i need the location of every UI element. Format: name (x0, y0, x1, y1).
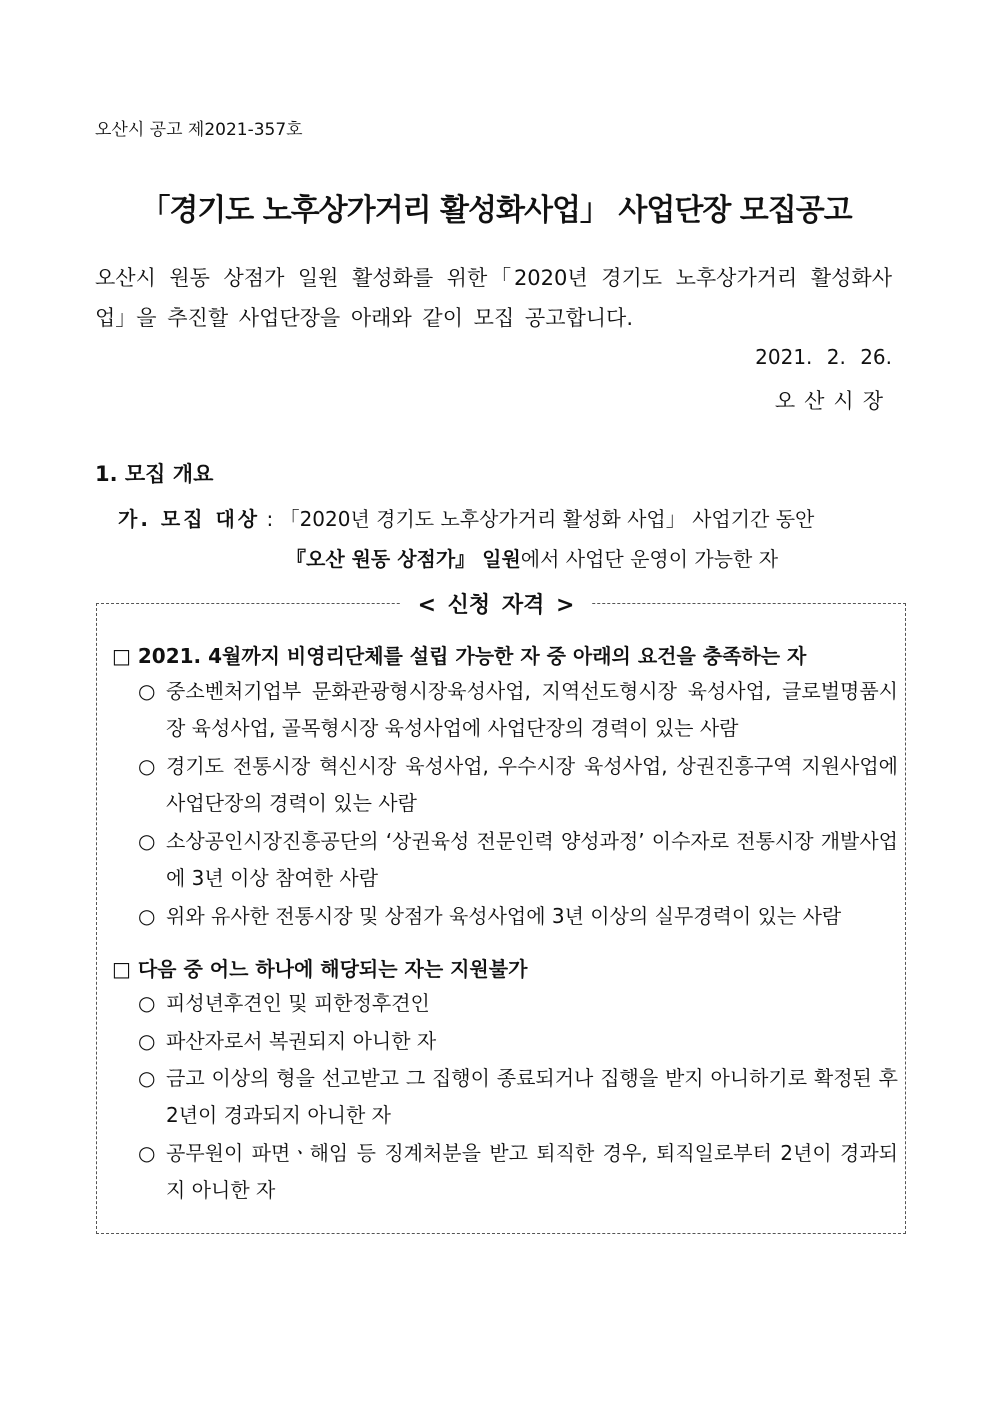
signer: 오산시장 (774, 389, 892, 413)
list-item-text: 위와 유사한 전통시장 및 상점가 육성사업에 3년 이상의 실무경력이 있는 사람 (166, 904, 842, 928)
list-item (138, 1023, 898, 1060)
list-item (138, 1060, 898, 1134)
eligibility-heading: □ 2021. 4월까지 비영리단체를 설립 가능한 자 중 아래의 요건을 충족하는 자 (112, 644, 807, 668)
qualification-title-text: < 신청 자격 > (400, 593, 593, 618)
list-item (138, 823, 898, 897)
bullet-icon: ○ (138, 679, 156, 703)
list-item (138, 898, 898, 935)
bullet-icon: ○ (138, 904, 156, 928)
recruit-target-line2 (286, 539, 778, 579)
list-item-text: 경기도 전통시장 혁신시장 육성사업, 우수시장 육성사업, 상권진흥구역 지원사업에 사업단장의 경력이 있는 사람 (166, 754, 898, 815)
bullet-icon: ○ (138, 1141, 156, 1165)
list-item-text: 피성년후견인 및 피한정후견인 (166, 991, 430, 1015)
list-item-text: 중소벤처기업부 문화관광형시장육성사업, 지역선도형시장 육성사업, 글로벌명품시장 육성사업, 골목형시장 육성사업에 사업단장의 경력이 있는 사람 (166, 679, 898, 740)
notice-number: 오산시 공고 제2021-357호 (95, 120, 303, 140)
list-item (138, 673, 898, 747)
bullet-icon: ○ (138, 754, 156, 778)
list-item (138, 1135, 898, 1209)
list-item (138, 985, 898, 1022)
recruit-target-colon: : (260, 507, 280, 531)
list-item-text: 소상공인시장진흥공단의 ‘상권육성 전문인력 양성과정’ 이수자로 전통시장 개발사업에 3년 이상 참여한 사람 (166, 829, 898, 890)
bullet-icon: ○ (138, 1066, 156, 1090)
list-item-text: 파산자로서 복권되지 아니한 자 (166, 1029, 437, 1053)
recruit-target-line1: 「2020년 경기도 노후상가거리 활성화 사업」 사업기간 동안 (279, 507, 815, 531)
bullet-icon: ○ (138, 991, 156, 1015)
notice-date: 2021. 2. 26. (755, 345, 892, 369)
recruit-target-label: 가. 모집 대상 (118, 507, 261, 531)
list-item-text: 공무원이 파면ㆍ해임 등 징계처분을 받고 퇴직한 경우, 퇴직일로부터 2년이 경과되지 아니한 자 (166, 1141, 898, 1202)
section-heading: 1. 모집 개요 (95, 462, 214, 486)
list-item-text: 금고 이상의 형을 선고받고 그 집행이 종료되거나 집행을 받지 아니하기로 확정된 후 2년이 경과되지 아니한 자 (166, 1066, 898, 1127)
bullet-icon: ○ (138, 1029, 156, 1053)
recruit-target (118, 499, 893, 571)
bullet-icon: ○ (138, 829, 156, 853)
recruit-target-rest: 에서 사업단 운영이 가능한 자 (520, 547, 779, 571)
intro-paragraph: 오산시 원동 상점가 일원 활성화를 위한「2020년 경기도 노후상가거리 활성화사업」을 추진할 사업단장을 아래와 같이 모집 공고합니다. (95, 266, 892, 330)
disqualification-heading: □ 다음 중 어느 하나에 해당되는 자는 지원불가 (112, 957, 528, 981)
qualification-title (0, 588, 992, 619)
page-title: 「경기도 노후상가거리 활성화사업」 사업단장 모집공고 (140, 193, 852, 228)
recruit-target-area: 『오산 원동 상점가』 일원 (286, 547, 521, 571)
list-item (138, 748, 898, 822)
